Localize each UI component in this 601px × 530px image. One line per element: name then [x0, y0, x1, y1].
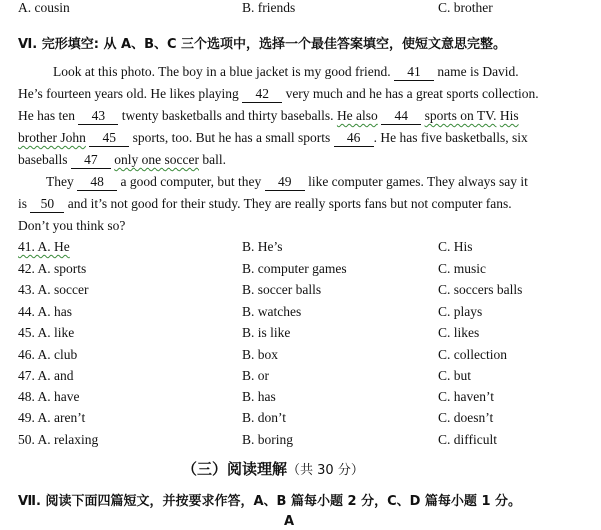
section-title-reading [182, 458, 364, 479]
text: and it’s not good for their study. They are really sports fans but not computer fans. [67, 196, 512, 211]
passage-line-1 [53, 64, 573, 81]
blank-42: 42 [242, 86, 282, 103]
passage-line-7 [18, 196, 512, 213]
option-c: C. His [438, 239, 473, 254]
points: （共 30 分） [287, 463, 364, 478]
question-row-44 [0, 304, 601, 326]
option-c: C. music [438, 261, 487, 276]
option-a: 44. A. has [18, 304, 72, 319]
option-c: C. doesn’t [438, 410, 494, 425]
option-a: 49. A. aren’t [18, 410, 86, 425]
question-row-48 [0, 389, 601, 411]
text: very much and he has a great sports collection. [285, 86, 539, 101]
text: is [18, 196, 28, 211]
option-c: C. likes [438, 325, 480, 340]
text: He also [336, 108, 378, 123]
text: brother John [18, 130, 86, 145]
text: Look at this photo. The boy in a blue jacket is my good friend. [53, 64, 391, 79]
question-row-46 [0, 347, 601, 369]
passage-line-8: Don’t you think so? [18, 218, 126, 233]
text: He’s fourteen years old. He likes playing [18, 86, 239, 101]
option-c: C. haven’t [438, 389, 494, 404]
text: like computer games. They always say it [308, 174, 528, 189]
question-row-42 [0, 261, 601, 283]
passage-line-3 [18, 108, 519, 125]
option-b: B. don’t [242, 410, 287, 425]
prev-question-row [0, 0, 601, 22]
option-a: A. cousin [18, 0, 70, 15]
option-b: B. box [242, 347, 279, 362]
passage-label: A [284, 514, 295, 529]
text: name is David. [437, 64, 519, 79]
option-a: 50. A. relaxing [18, 432, 99, 447]
option-b: B. is like [242, 325, 291, 340]
text: sports on TV. [424, 108, 497, 123]
blank-46: 46 [334, 130, 374, 147]
blank-50: 50 [30, 196, 64, 213]
passage-line-2 [18, 86, 539, 103]
section-heading-vii: Ⅶ. 阅读下面四篇短文，并按要求作答，A、B 篇每小题 2 分，C、D 篇每小题 1 分。 [18, 494, 522, 509]
blank-45: 45 [89, 130, 129, 147]
text: sports, too. But he has a small sports [132, 130, 331, 145]
text: a good computer, but they [120, 174, 262, 189]
passage-line-6 [46, 174, 528, 191]
passage-line-5 [18, 152, 226, 169]
blank-41: 41 [394, 64, 434, 81]
option-c: C. but [438, 368, 472, 383]
option-b: B. watches [242, 304, 302, 319]
option-c: C. collection [438, 347, 507, 362]
blank-43: 43 [78, 108, 118, 125]
title: （三）阅读理解 [182, 460, 288, 478]
option-c: C. plays [438, 304, 483, 319]
passage-line-4 [18, 130, 528, 147]
option-b: B. friends [242, 0, 296, 15]
option-a: 46. A. club [18, 347, 78, 362]
text: 41. A. He [18, 239, 70, 254]
option-a: 47. A. and [18, 368, 74, 383]
text: ball. [202, 152, 226, 167]
blank-48: 48 [77, 174, 117, 191]
blank-44: 44 [381, 108, 421, 125]
text: His [499, 108, 519, 123]
option-a: 42. A. sports [18, 261, 87, 276]
question-row-45 [0, 325, 601, 347]
option-b: B. soccer balls [242, 282, 322, 297]
question-row-50 [0, 432, 601, 454]
question-row-43 [0, 282, 601, 304]
option-b: B. He’s [242, 239, 283, 254]
blank-47: 47 [71, 152, 111, 169]
section-heading-vi: Ⅵ. 完形填空: 从 A、B、C 三个选项中，选择一个最佳答案填空，使短文意思完整。 [18, 37, 507, 52]
text: . He has five basketballs, six [373, 130, 528, 145]
question-row-49 [0, 410, 601, 432]
question-row-41 [0, 239, 601, 261]
option-a: 43. A. soccer [18, 282, 89, 297]
option-c: C. difficult [438, 432, 497, 447]
option-c: C. soccers balls [438, 282, 523, 297]
text: They [46, 174, 74, 189]
option-a: 45. A. like [18, 325, 75, 340]
option-c: C. brother [438, 0, 493, 15]
text: only one soccer [114, 152, 199, 167]
question-row-47 [0, 368, 601, 390]
option-b: B. or [242, 368, 269, 383]
text: baseballs [18, 152, 68, 167]
option-b: B. boring [242, 432, 294, 447]
option-a: 48. A. have [18, 389, 80, 404]
option-b: B. computer games [242, 261, 347, 276]
blank-49: 49 [265, 174, 305, 191]
text: twenty basketballs and thirty baseballs. [121, 108, 334, 123]
option-b: B. has [242, 389, 276, 404]
text: He has ten [18, 108, 75, 123]
